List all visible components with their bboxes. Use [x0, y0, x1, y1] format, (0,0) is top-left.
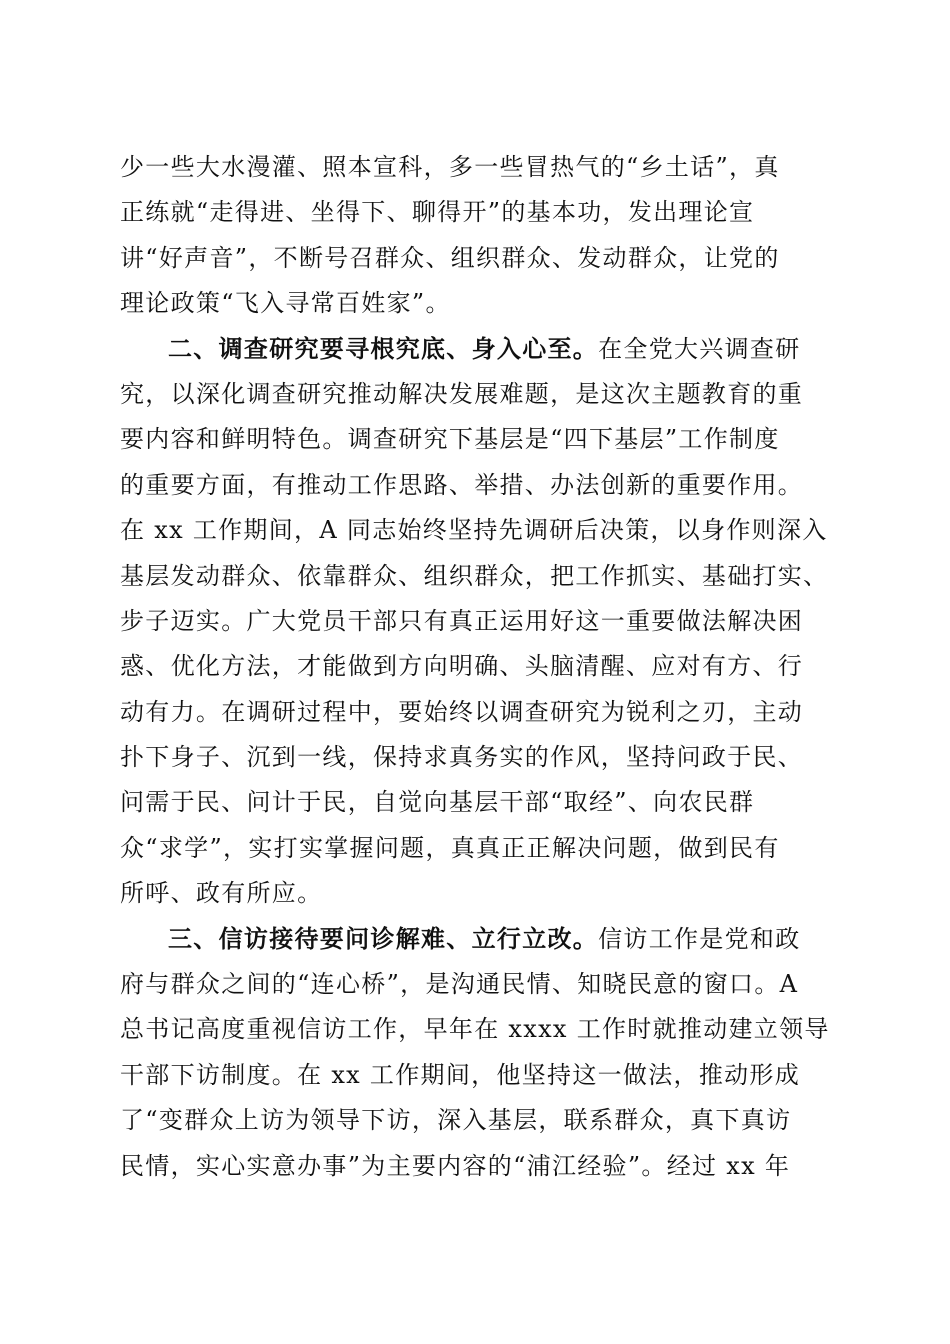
- text-line: 惑、优化方法，才能做到方向明确、头脑清醒、应对有方、行: [120, 652, 804, 681]
- text-line: 扑下身子、沉到一线，保持求真务实的作风，坚持问政于民、: [120, 743, 804, 772]
- text-line: 所呼、政有所应。: [120, 879, 323, 908]
- section-heading-3: 三、信访接待要问诊解难、立行立改。: [168, 924, 599, 953]
- text-line: 正练就“走得进、坐得下、聊得开”的基本功，发出理论宣: [120, 198, 755, 227]
- text-line: 理论政策“飞入寻常百姓家”。: [120, 289, 451, 318]
- text-line: 总书记高度重视信访工作，早年在 xxxx 工作时就推动建立领导: [120, 1015, 830, 1044]
- text-line: 步子迈实。广大党员干部只有真正运用好这一重要做法解决困: [120, 606, 804, 635]
- text-line: 问需于民、问计于民，自觉向基层干部“取经”、向农民群: [120, 788, 755, 817]
- text-line: 究，以深化调查研究推动解决发展难题，是这次主题教育的重: [120, 379, 804, 408]
- text-line: 动有力。在调研过程中，要始终以调查研究为锐利之刃，主动: [120, 697, 804, 726]
- paragraph-3: [120, 917, 830, 1189]
- text-line: 要内容和鲜明特色。调查研究下基层是“四下基层”工作制度: [120, 425, 780, 454]
- text-line: 众“求学”，实打实掌握问题，真真正正解决问题，做到民有: [120, 833, 780, 862]
- text-line: 了“变群众上访为领导下访，深入基层，联系群众，真下真访: [120, 1106, 792, 1135]
- text-line: 干部下访制度。在 xx 工作期间，他坚持这一做法，推动形成: [120, 1060, 801, 1089]
- text-line: 基层发动群众、依靠群众、组织群众，把工作抓实、基础打实、: [120, 561, 829, 590]
- paragraph-first-line: [120, 917, 826, 962]
- text-line: 民情，实心实意办事”为主要内容的“浦江经验”。经过 xx 年: [120, 1151, 791, 1180]
- paragraph-2: [120, 327, 829, 917]
- text-line: 讲“好声音”，不断号召群众、组织群众、发动群众，让党的: [120, 243, 780, 272]
- text-line: 在 xx 工作期间，A 同志始终坚持先调研后决策，以身作则深入: [120, 516, 828, 545]
- text-run: 在全党大兴调查研: [598, 334, 801, 363]
- section-heading-2: 二、调查研究要寻根究底、身入心至。: [168, 334, 599, 363]
- text-line: 府与群众之间的“连心桥”，是沟通民情、知晓民意的窗口。A: [120, 970, 799, 999]
- text-run: 信访工作是党和政: [598, 924, 801, 953]
- text-line: 的重要方面，有推动工作思路、举措、办法创新的重要作用。: [120, 470, 804, 499]
- paragraph-1: [120, 145, 826, 327]
- text-line: 少一些大水漫灌、照本宣科，多一些冒热气的“乡土话”，真: [120, 153, 780, 181]
- document-body: [120, 145, 830, 1189]
- paragraph-first-line: [120, 327, 826, 372]
